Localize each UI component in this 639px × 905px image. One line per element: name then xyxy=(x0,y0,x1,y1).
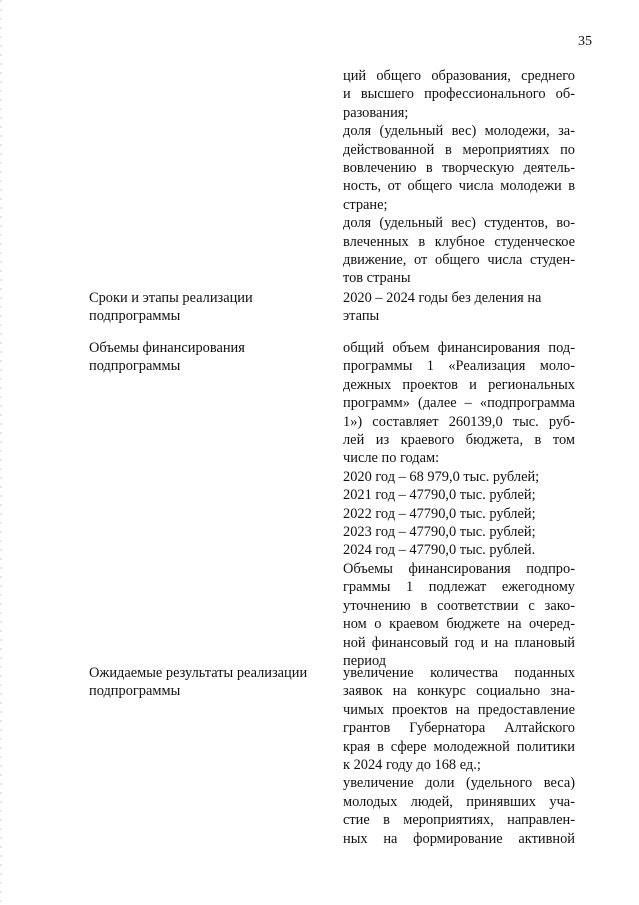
text-line: ной финансовый год и на плановый xyxy=(343,634,575,651)
text-line: 1») составляет 260139,0 тыс. руб- xyxy=(343,413,575,430)
text-line: стие в мероприятиях, направлен- xyxy=(343,812,575,829)
text-line: программы 1 «Реализация моло- xyxy=(343,358,575,375)
text-line: к 2024 году до 168 ед.; xyxy=(343,757,481,774)
text-line: ных на формирование активной xyxy=(343,830,575,847)
scan-edge-marks xyxy=(0,0,2,905)
text-line: числе по годам: xyxy=(343,450,440,467)
text-line: общий объем финансирования под- xyxy=(343,340,575,356)
text-line: уточнению в соответствии с зако- xyxy=(343,597,575,614)
text-line: действованной в мероприятиях по xyxy=(343,141,575,158)
text-line: ность, от общего числа молодежи в xyxy=(343,178,575,195)
label-line: Ожидаемые результаты реализации xyxy=(89,665,308,681)
text-line: программ» (далее – «подпрограмма xyxy=(343,395,575,412)
text-line: грантов Губернатора Алтайского xyxy=(343,720,575,737)
text-line: ном о краевом бюджете на очеред- xyxy=(343,616,575,633)
funding-text xyxy=(343,339,575,670)
text-line: разования; xyxy=(343,104,409,121)
text-line: граммы 1 подлежат ежегодному xyxy=(343,579,575,596)
text-line: доля (удельный вес) молодежи, за- xyxy=(343,123,575,140)
results-text xyxy=(343,664,575,848)
text-line: тов страны xyxy=(343,270,411,287)
text-line: ций общего образования, среднего xyxy=(343,68,575,84)
funding-year-2024: 2024 год – 47790,0 тыс. рублей. xyxy=(343,542,536,559)
label-line: подпрограммы xyxy=(89,358,181,374)
funding-year-2022: 2022 год – 47790,0 тыс. рублей; xyxy=(343,505,536,522)
terms-text xyxy=(343,289,575,326)
funding-year-2020: 2020 год – 68 979,0 тыс. рублей; xyxy=(343,468,540,485)
text-line: доля (удельный вес) студентов, во- xyxy=(343,215,575,232)
text-line: увеличение доли (удельного веса) xyxy=(343,775,575,792)
text-line: 2020 – 2024 годы без деления на xyxy=(343,290,542,306)
label-line: Сроки и этапы реализации xyxy=(89,290,253,306)
text-line: заявок на конкурс социально зна- xyxy=(343,683,575,700)
label-line: подпрограммы xyxy=(89,683,181,699)
label-line: подпрограммы xyxy=(89,308,181,324)
text-line: увеличение количества поданных xyxy=(343,665,575,681)
text-line: вовлечению в творческую деятель- xyxy=(343,160,575,177)
text-line: лей из краевого бюджета, в том xyxy=(343,432,575,449)
funding-year-2023: 2023 год – 47790,0 тыс. рублей; xyxy=(343,524,536,541)
text-line: движение, от общего числа студен- xyxy=(343,252,575,269)
text-line: края в сфере молодежной политики xyxy=(343,738,575,755)
results-label xyxy=(89,664,324,700)
text-line: чимых проектов на предоставление xyxy=(343,701,575,718)
text-line: молодых людей, принявших уча- xyxy=(343,793,575,810)
text-line: влеченных в клубное студенческое xyxy=(343,233,575,250)
text-line: дежных проектов и региональных xyxy=(343,376,575,393)
text-line: Объемы финансирования подпро- xyxy=(343,560,575,577)
label-line: Объемы финансирования xyxy=(89,340,245,356)
text-line: этапы xyxy=(343,308,380,325)
funding-label xyxy=(89,339,324,375)
page-number: 35 xyxy=(578,34,592,49)
funding-year-2021: 2021 год – 47790,0 тыс. рублей; xyxy=(343,487,536,504)
terms-label xyxy=(89,289,324,325)
text-line: стране; xyxy=(343,196,388,213)
text-line: и высшего профессионального об- xyxy=(343,86,575,103)
indicators-text xyxy=(343,67,575,288)
text-line: период xyxy=(343,652,387,669)
